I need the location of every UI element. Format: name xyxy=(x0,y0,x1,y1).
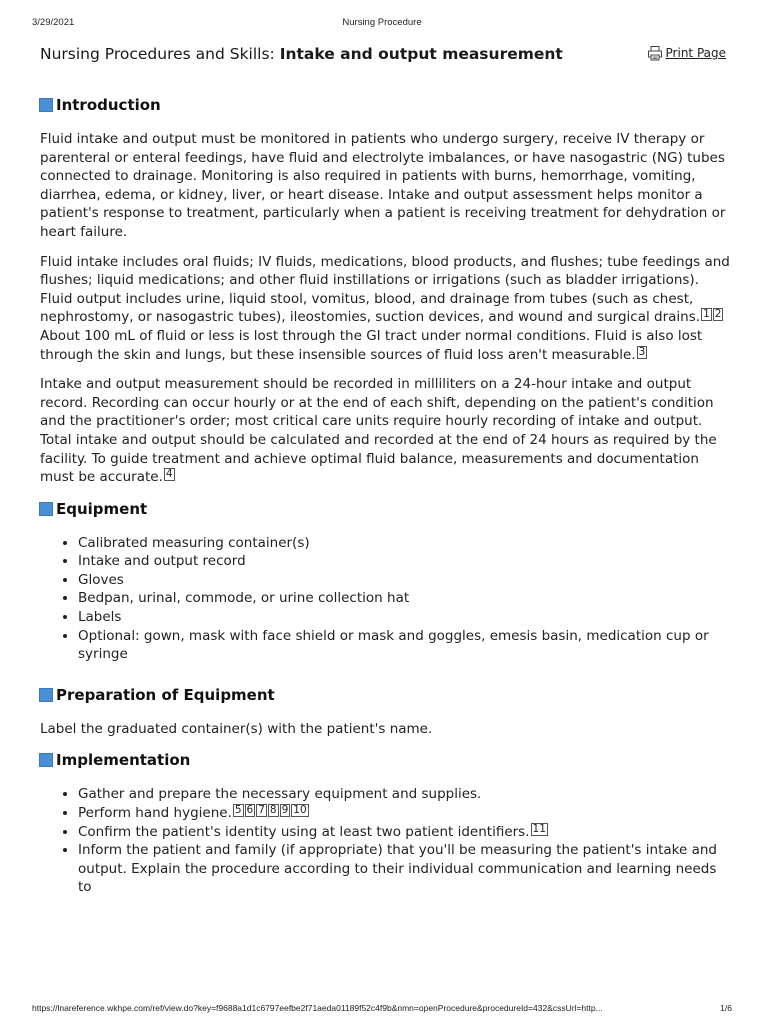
list-item-text: Perform hand hygiene. xyxy=(78,805,232,822)
section-heading-introduction xyxy=(39,94,730,116)
content xyxy=(40,94,730,917)
list-item: • Labels xyxy=(78,608,730,627)
print-page-label: Print Page xyxy=(665,46,726,60)
list-item: • Bedpan, urinal, commode, or urine collection hat xyxy=(78,589,730,608)
square-bullet-icon xyxy=(39,753,53,767)
list-item: • Intake and output record xyxy=(78,552,730,571)
print-page-link[interactable] xyxy=(647,45,726,61)
intro-paragraph-3-text: Intake and output measurement should be recorded in milliliters on a 24-hour intake and output record. Recording can occur hourly or at the end of each shift, depending on the patient's condition and the practitioner's order; most critical care units require hourly recording of intake and output. Total intake and output should be calculated and recorded at the end of 24 hours as required by the facility. To guide treatment and achieve optimal fluid balance, measurements and documentation must be accurate. xyxy=(40,376,717,486)
implementation-list xyxy=(40,785,730,897)
list-item: • Optional: gown, mask with face shield or mask and goggles, emesis basin, medication cup or syringe xyxy=(78,627,730,664)
reference-link[interactable]: 3 xyxy=(638,345,646,358)
reference-link[interactable]: 10 xyxy=(293,804,307,817)
reference-link[interactable]: 5 xyxy=(234,804,242,817)
page-number: 1/6 xyxy=(720,1003,732,1013)
reference-link[interactable]: 2 xyxy=(714,308,722,321)
page-title xyxy=(40,43,728,65)
section-heading-label: Implementation xyxy=(56,751,191,770)
square-bullet-icon xyxy=(39,688,53,702)
list-item-text: Confirm the patient's identity using at least two patient identifiers. xyxy=(78,823,530,840)
page-title-prefix: Nursing Procedures and Skills: xyxy=(40,45,280,63)
reference-link[interactable]: 1 xyxy=(703,308,710,321)
printer-icon xyxy=(647,45,663,61)
section-heading-implementation xyxy=(39,749,730,771)
intro-paragraph-2-text-a: Fluid intake includes oral fluids; IV fluids, medications, blood products, and flushes; tube feedings and flushes; liquid medications; and other fluid instillations or irrigations (such as bladder irrigations). Fluid output includes urine, liquid stool, vomitus, blood, and drainage from tubes (such as chest, nephrostomy, or nasogastric tubes), ileostomies, suction devices, and wound and surgical drains. xyxy=(40,253,730,326)
reference-link[interactable]: 7 xyxy=(258,804,265,817)
list-item: • Gloves xyxy=(78,571,730,590)
section-heading-label: Equipment xyxy=(56,499,148,518)
intro-paragraph-2 xyxy=(40,253,730,365)
square-bullet-icon xyxy=(39,98,53,112)
intro-paragraph-3 xyxy=(40,375,730,487)
list-item: • Inform the patient and family (if appropriate) that you'll be measuring the patient's intake and output. Explain the procedure according to their individual communication and learning needs to xyxy=(78,841,730,897)
equipment-list xyxy=(40,534,730,664)
intro-paragraph-1: Fluid intake and output must be monitored in patients who undergo surgery, receive IV therapy or parenteral or enteral feedings, have fluid and electrolyte imbalances, or have nasogastric (NG) tubes connected to drainage. Monitoring is also required in patients with burns, hemorrhage, vomiting, diarrhea, edema, or kidney, liver, or heart disease. Intake and output assessment helps monitor a patient's response to treatment, particularly when a patient is receiving treatment for dehydration or heart failure. xyxy=(40,131,726,240)
section-heading-label: Introduction xyxy=(56,96,161,114)
intro-paragraph-2-text-b: About 100 mL of fluid or less is lost through the GI tract under normal conditions. Fluid is also lost through the skin and lungs, but these insensible sources of fluid loss aren't measurable. xyxy=(40,327,703,363)
list-item: • Gather and prepare the necessary equipment and supplies. xyxy=(78,785,730,804)
list-item xyxy=(78,823,730,842)
reference-link[interactable]: 11 xyxy=(532,822,546,835)
reference-link[interactable]: 4 xyxy=(165,468,173,481)
preparation-paragraph: Label the graduated container(s) with the patient's name. xyxy=(40,720,433,737)
page-title-main: Intake and output measurement xyxy=(279,45,563,63)
list-item: • Calibrated measuring container(s) xyxy=(78,534,730,553)
section-heading-equipment xyxy=(39,498,730,520)
section-heading-label: Preparation of Equipment xyxy=(56,685,275,704)
square-bullet-icon xyxy=(39,502,53,516)
print-date: 3/29/2021 xyxy=(32,17,75,28)
reference-link[interactable]: 6 xyxy=(246,804,254,817)
section-heading-preparation xyxy=(39,684,730,706)
title-row xyxy=(40,43,728,65)
list-item xyxy=(78,804,730,823)
reference-link[interactable]: 8 xyxy=(269,804,277,817)
print-doc-title: Nursing Procedure xyxy=(342,17,422,28)
print-url: https://lnareference.wkhpe.com/ref/view.do?key=f9688a1d1c6797eefbe2f71aeda01189f52c4f9b&nmn=openProcedure&procedureId=432&cssUrl=http... xyxy=(32,1003,603,1013)
reference-link[interactable]: 9 xyxy=(281,804,289,817)
